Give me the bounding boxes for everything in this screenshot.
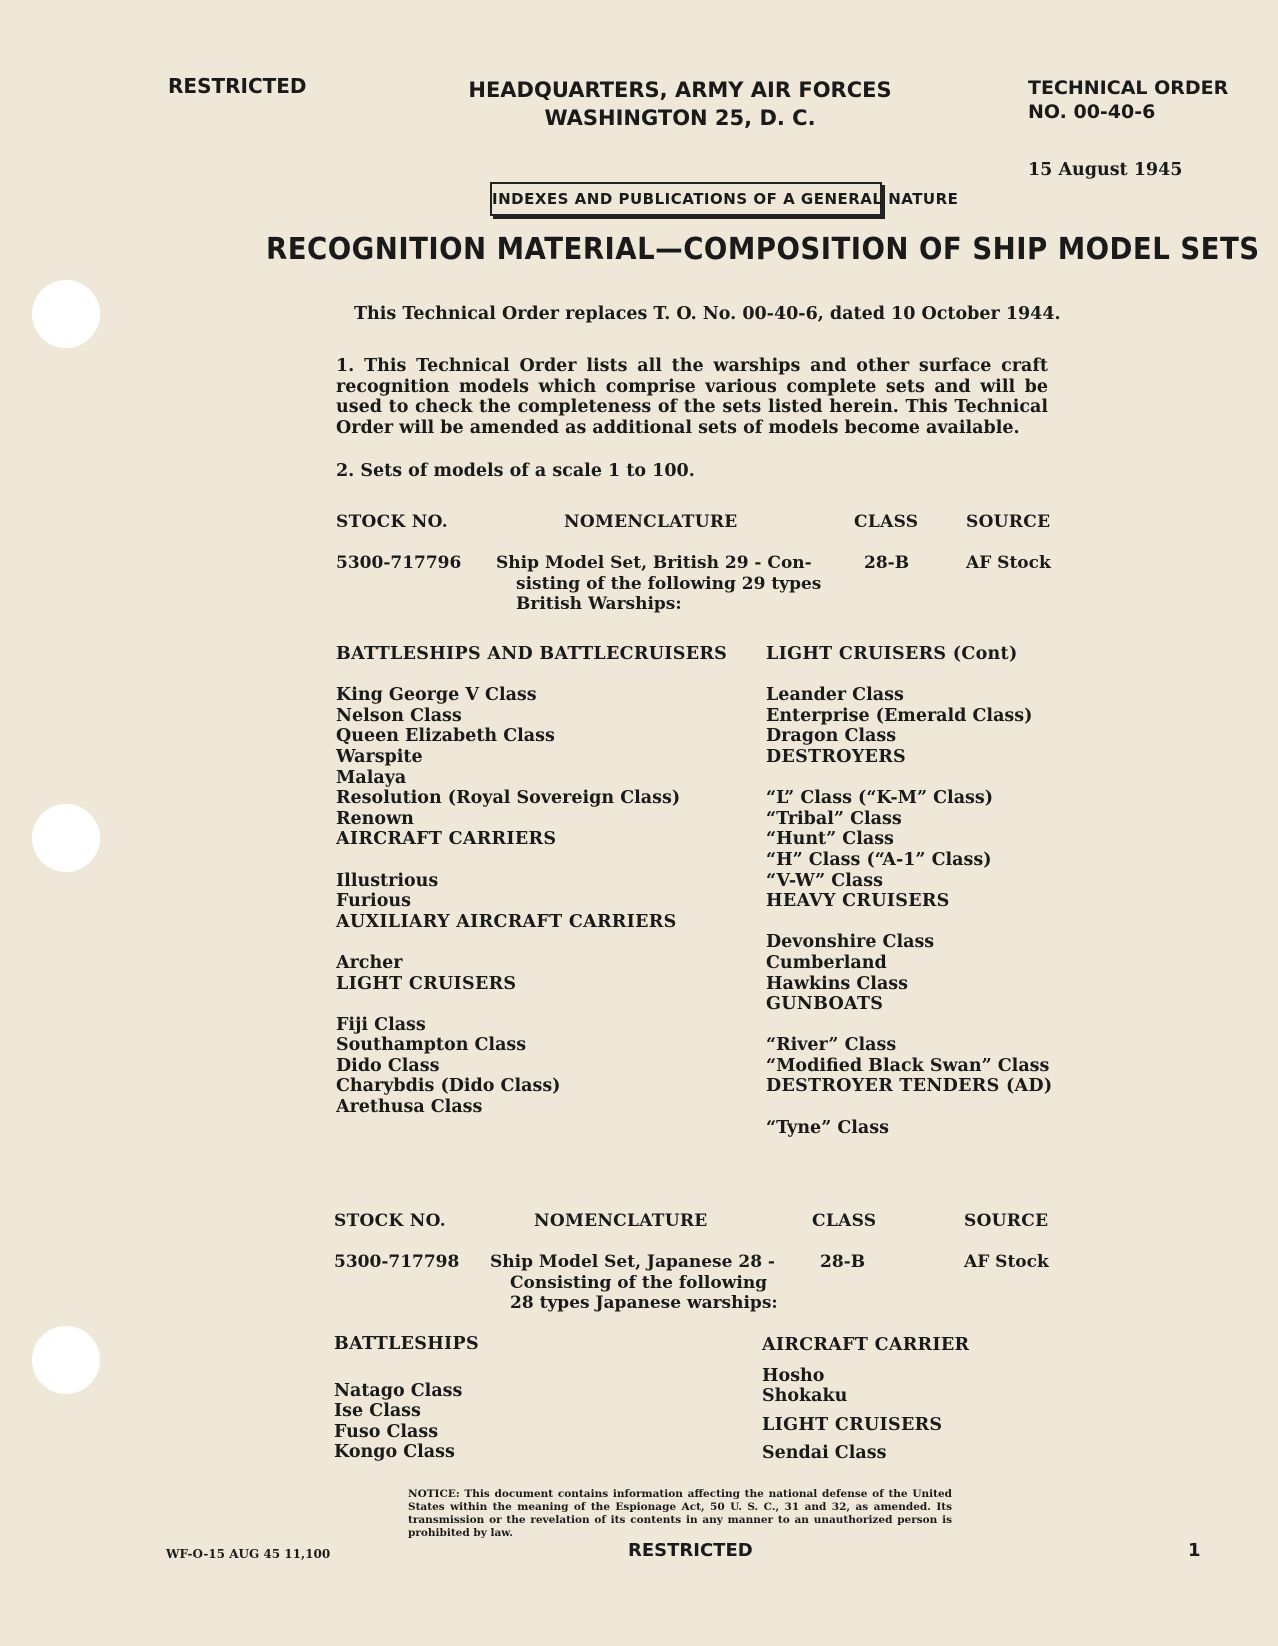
to-line-1: TECHNICAL ORDER	[1028, 77, 1229, 99]
ship-class-item: Malaya	[336, 767, 407, 788]
set2-left-column	[334, 1334, 479, 1463]
category-heading: BATTLESHIPS	[334, 1334, 479, 1354]
category-heading: AIRCRAFT CARRIER	[762, 1335, 970, 1355]
print-code: WF-O-15 AUG 45 11,100	[166, 1547, 331, 1561]
set1-nomenclature	[496, 553, 821, 615]
set1-source: AF Stock	[966, 553, 1051, 573]
ship-class-item: Southampton Class	[336, 1035, 527, 1056]
ship-class-item: Leander Class	[766, 685, 904, 706]
header-source: SOURCE	[966, 512, 1051, 532]
issue-date: 15 August 1945	[1028, 160, 1183, 180]
ship-class-item: Illustrious	[336, 870, 439, 891]
category-heading: AUXILIARY AIRCRAFT CARRIERS	[336, 911, 677, 932]
ship-class-item: Ise Class	[334, 1401, 421, 1422]
set1-nomenclature-line: Ship Model Set, British 29 - Con-	[496, 553, 812, 573]
ship-class-item: Kongo Class	[334, 1442, 455, 1463]
category-heading: LIGHT CRUISERS (Cont)	[766, 644, 1018, 664]
ship-class-item: “Modified Black Swan” Class	[766, 1055, 1050, 1076]
category-heading: GUNBOATS	[766, 994, 884, 1015]
ship-class-item: Fiji Class	[336, 1014, 426, 1035]
category-heading: LIGHT CRUISERS	[762, 1414, 943, 1435]
ship-class-item: Queen Elizabeth Class	[336, 726, 555, 747]
ship-class-item: Archer	[336, 952, 403, 973]
set2-nomenclature	[490, 1252, 778, 1314]
ship-class-item: Renown	[336, 808, 414, 829]
restricted-bottom-label: RESTRICTED	[628, 1540, 753, 1561]
header-nomenclature: NOMENCLATURE	[534, 1211, 708, 1231]
header-source: SOURCE	[964, 1211, 1049, 1231]
paragraph-2: 2. Sets of models of a scale 1 to 100.	[336, 461, 695, 481]
set1-left-column	[336, 644, 727, 1118]
ship-class-item: Cumberland	[766, 952, 887, 973]
espionage-notice: NOTICE: This document contains information affecting the national defense of the United States within the meaning of the Espionage Act, 50 U. S. C., 31 and 32, as amended. Its transmission or the revelation of its contents in any manner to an unauthorized person is prohibited by law.	[408, 1488, 952, 1539]
header-nomenclature: NOMENCLATURE	[564, 512, 738, 532]
ship-class-item: “River” Class	[766, 1035, 897, 1056]
category-heading: HEAVY CRUISERS	[766, 891, 950, 912]
set1-right-column	[766, 644, 1053, 1138]
ship-class-item: Sendai Class	[762, 1443, 887, 1464]
category-heading: DESTROYERS	[766, 746, 906, 767]
ship-class-item: Hosho	[762, 1365, 825, 1386]
ship-class-item: “L” Class (“K-M” Class)	[766, 788, 994, 809]
page-title: RECOGNITION MATERIAL—COMPOSITION OF SHIP MODEL SETS	[266, 232, 1260, 267]
ship-class-item: “V-W” Class	[766, 870, 883, 891]
category-heading: BATTLESHIPS AND BATTLECRUISERS	[336, 644, 728, 664]
header-class: CLASS	[812, 1211, 877, 1231]
ship-class-item: “H” Class (“A-1” Class)	[766, 849, 992, 870]
set2-right-column	[762, 1335, 969, 1464]
ship-class-item: Resolution (Royal Sovereign Class)	[336, 788, 681, 809]
header-class: CLASS	[854, 512, 919, 532]
replaces-note: This Technical Order replaces T. O. No. 00-40-6, dated 10 October 1944.	[354, 304, 1061, 324]
ship-class-item: Fuso Class	[334, 1421, 439, 1442]
page-number: 1	[1188, 1540, 1201, 1561]
header-stock-no: STOCK NO.	[336, 512, 448, 532]
ship-class-item: Shokaku	[762, 1386, 848, 1407]
ship-class-item: “Tyne” Class	[766, 1117, 889, 1138]
category-box: INDEXES AND PUBLICATIONS OF A GENERAL NATURE	[490, 182, 882, 216]
hq-heading	[420, 76, 940, 132]
header-stock-no: STOCK NO.	[334, 1211, 446, 1231]
set2-nomenclature-line: Consisting of the following	[510, 1272, 768, 1293]
paragraph-1: 1. This Technical Order lists all the warships and other surface craft recognition models which comprise various complete sets and will be used to check the completeness of the sets listed herein. This Technical Order will be amended as additional sets of models become available.	[336, 356, 1048, 438]
ship-class-item: Furious	[336, 891, 411, 912]
to-line-2: NO. 00-40-6	[1028, 101, 1156, 123]
set1-nomenclature-line: sisting of the following 29 types	[516, 573, 822, 594]
set2-nomenclature-line: 28 types Japanese warships:	[510, 1293, 778, 1313]
hq-line-2: WASHINGTON 25, D. C.	[544, 106, 816, 130]
punch-hole-bottom	[32, 1326, 100, 1394]
ship-class-item: Nelson Class	[336, 705, 462, 726]
ship-class-item: Arethusa Class	[336, 1097, 483, 1118]
set1-stock-no: 5300-717796	[336, 553, 462, 573]
set2-source: AF Stock	[964, 1252, 1049, 1272]
set1-class: 28-B	[864, 553, 910, 573]
ship-class-item: Warspite	[336, 746, 423, 767]
set2-stock-no: 5300-717798	[334, 1252, 460, 1272]
hq-line-1: HEADQUARTERS, ARMY AIR FORCES	[468, 78, 892, 102]
ship-class-item: “Tribal” Class	[766, 808, 902, 829]
ship-class-item: Dido Class	[336, 1055, 440, 1076]
ship-class-item: Devonshire Class	[766, 932, 935, 953]
ship-class-item: Dragon Class	[766, 726, 897, 747]
restricted-top-label: RESTRICTED	[168, 74, 307, 98]
ship-class-item: “Hunt” Class	[766, 829, 894, 850]
category-heading: AIRCRAFT CARRIERS	[336, 829, 557, 850]
ship-class-item: King George V Class	[336, 685, 537, 706]
ship-class-item: Hawkins Class	[766, 973, 908, 994]
technical-order-number	[1028, 76, 1228, 124]
ship-class-item: Charybdis (Dido Class)	[336, 1076, 561, 1097]
set2-nomenclature-line: Ship Model Set, Japanese 28 -	[490, 1252, 775, 1272]
category-heading: DESTROYER TENDERS (AD)	[766, 1076, 1053, 1097]
punch-hole-middle	[32, 804, 100, 872]
set2-class: 28-B	[820, 1252, 866, 1272]
set1-nomenclature-line: British Warships:	[516, 594, 682, 614]
ship-class-item: Natago Class	[334, 1380, 463, 1401]
punch-hole-top	[32, 280, 100, 348]
category-heading: LIGHT CRUISERS	[336, 973, 517, 994]
ship-class-item: Enterprise (Emerald Class)	[766, 705, 1033, 726]
